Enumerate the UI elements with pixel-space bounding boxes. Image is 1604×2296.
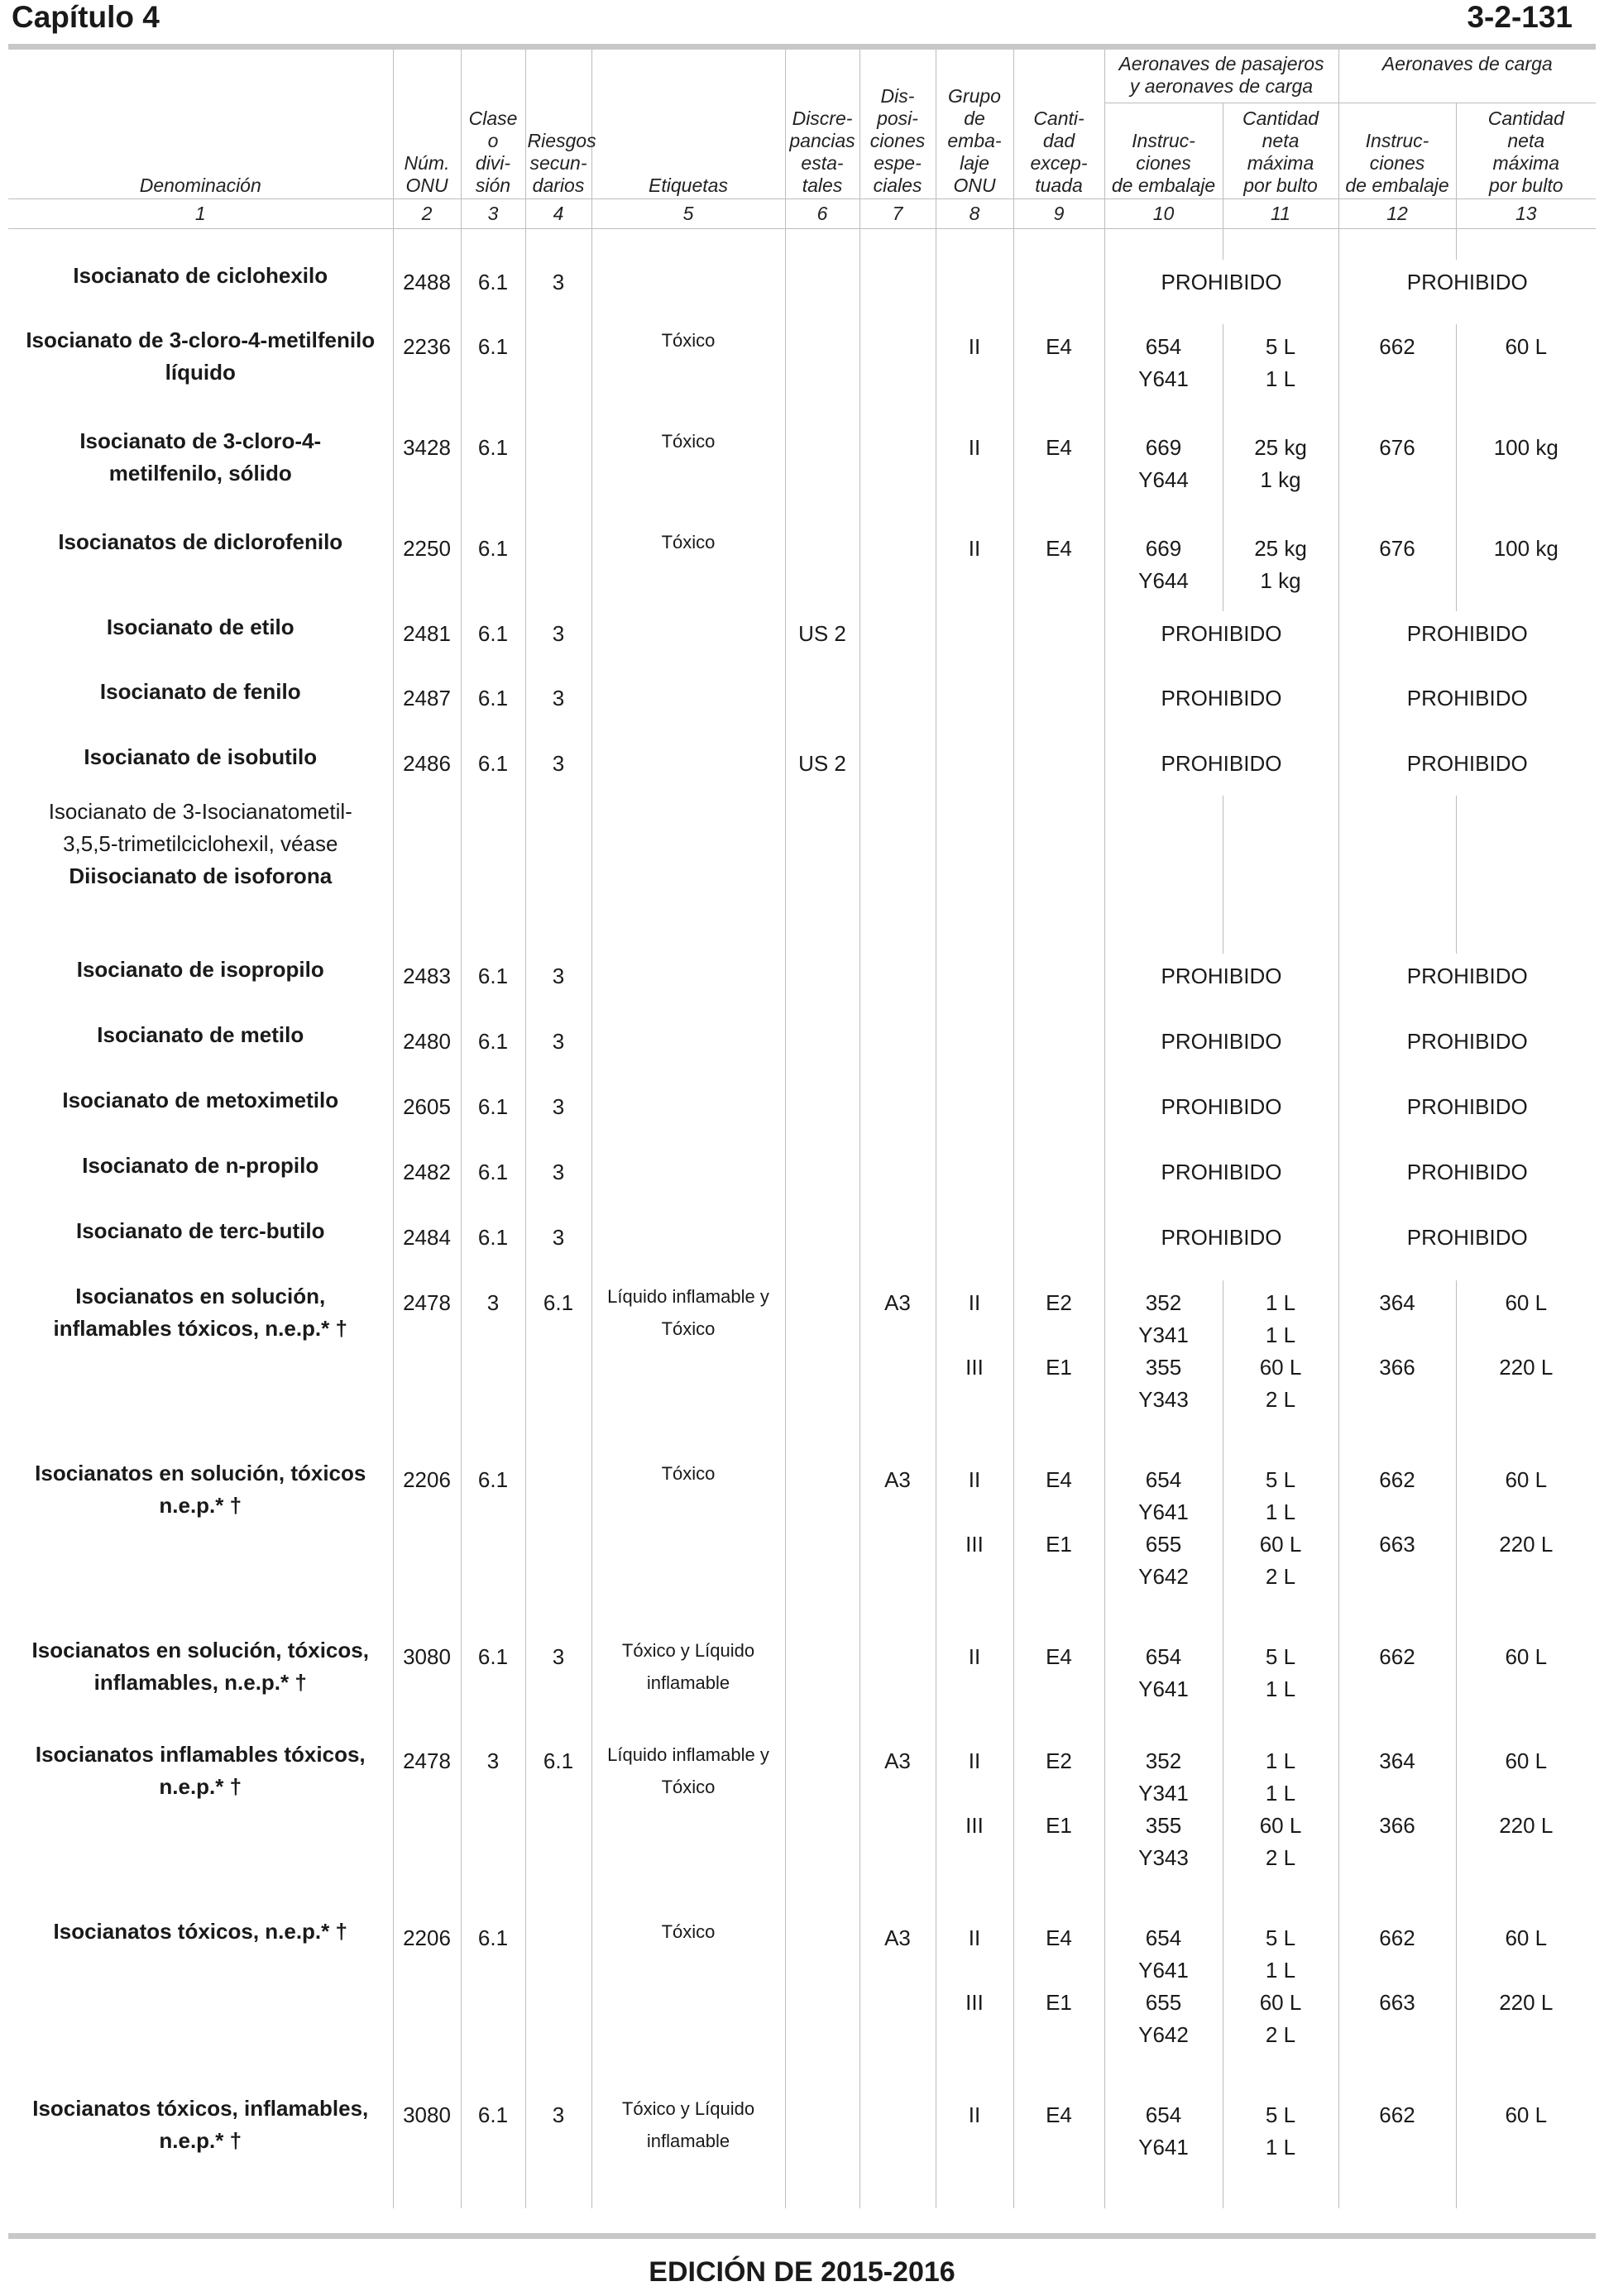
table-row	[8, 526, 1596, 611]
hazard-label: Tóxico	[591, 526, 785, 611]
pax-packing-instruction: 654 Y641	[1104, 324, 1223, 425]
header-instrucciones-cao: Instruc- ciones de embalaje	[1338, 103, 1456, 199]
cao-packing-instruction: 662 663	[1338, 1916, 1456, 2093]
subsidiary-risk: 3	[525, 611, 591, 676]
cao-max-quantity: 60 L	[1505, 1644, 1548, 1669]
excepted-quantity	[1013, 611, 1104, 676]
un-number: 2482	[393, 1150, 461, 1215]
packing-group: II III	[936, 1457, 1013, 1634]
class-division: 6.1	[461, 741, 525, 796]
hazard-label	[591, 1215, 785, 1280]
substance-name: Isocianato de terc-butilo	[8, 1215, 393, 1280]
packing-group: II	[936, 526, 1013, 611]
state-variation	[785, 1457, 859, 1634]
pax-packing-instruction: 654 Y641 655 Y642	[1104, 1457, 1223, 1634]
state-variation	[785, 1739, 859, 1916]
excepted-quantity: E4	[1013, 425, 1104, 526]
table-row	[8, 1457, 1596, 1634]
subsidiary-risk	[525, 796, 591, 954]
pax-max-quantity: 5 L 1 L 60 L 2 L	[1223, 1916, 1338, 2093]
class-division: 6.1	[461, 676, 525, 741]
state-variation: US 2	[785, 741, 859, 796]
bottom-rule	[8, 2233, 1596, 2239]
cao-max-quantity: 60 L 220 L	[1499, 1925, 1554, 2015]
class-division: 6.1	[461, 1457, 525, 1634]
subsidiary-risk	[525, 324, 591, 425]
excepted-quantity	[1013, 1084, 1104, 1150]
excepted-quantity	[1013, 1150, 1104, 1215]
pax-packing-instruction: 654 Y641	[1104, 2093, 1223, 2208]
cargo-prohibited: PROHIBIDO	[1406, 964, 1528, 988]
un-number: 2206	[393, 1457, 461, 1634]
substance-name: Isocianatos en solución, tóxicos, inflamables, n.e.p.* †	[8, 1634, 393, 1739]
packing-group: II III	[936, 1916, 1013, 2093]
subsidiary-risk	[525, 1916, 591, 2093]
substance-name: Isocianato de ciclohexilo	[8, 260, 393, 324]
subsidiary-risk: 3	[525, 2093, 591, 2208]
passenger-prohibited: PROHIBIDO	[1104, 676, 1338, 741]
un-number: 2487	[393, 676, 461, 741]
hazard-label	[591, 1150, 785, 1215]
hazard-label	[591, 954, 785, 1019]
substance-name: Isocianato de n-propilo	[8, 1150, 393, 1215]
special-provision	[859, 1150, 936, 1215]
special-provision	[859, 954, 936, 1019]
packing-group: II	[936, 324, 1013, 425]
cao-max-quantity: 60 L 220 L	[1499, 1748, 1554, 1838]
hazard-label: Tóxico	[591, 425, 785, 526]
cargo-prohibited: PROHIBIDO	[1406, 1160, 1528, 1184]
substance-name: Isocianatos en solución, inflamables tóxicos, n.e.p.* †	[8, 1280, 393, 1457]
table-row	[8, 954, 1596, 1019]
cargo-prohibited: PROHIBIDO	[1406, 270, 1528, 294]
passenger-prohibited: PROHIBIDO	[1104, 1019, 1338, 1084]
passenger-prohibited: PROHIBIDO	[1104, 954, 1338, 1019]
packing-group	[936, 1150, 1013, 1215]
un-number: 2478	[393, 1739, 461, 1916]
state-variation	[785, 2093, 859, 2208]
class-division: 6.1	[461, 1215, 525, 1280]
un-number: 2483	[393, 954, 461, 1019]
state-variation	[785, 1634, 859, 1739]
subsidiary-risk: 3	[525, 1215, 591, 1280]
special-provision	[859, 676, 936, 741]
column-number: 3	[461, 199, 525, 228]
packing-group: II	[936, 2093, 1013, 2208]
un-number: 3080	[393, 1634, 461, 1739]
class-division: 6.1	[461, 324, 525, 425]
class-division: 6.1	[461, 2093, 525, 2208]
header-pasajeros: Aeronaves de pasajeros y aeronaves de carga	[1104, 50, 1338, 103]
passenger-prohibited: PROHIBIDO	[1104, 1084, 1338, 1150]
substance-name: Isocianatos en solución, tóxicos n.e.p.* †	[8, 1457, 393, 1634]
column-number: 1	[8, 199, 393, 228]
packing-group	[936, 1215, 1013, 1280]
subsidiary-risk	[525, 1457, 591, 1634]
excepted-quantity: E2 E1	[1013, 1280, 1104, 1457]
special-provision: A3	[859, 1916, 936, 2093]
column-number: 13	[1456, 199, 1596, 228]
pax-max-quantity: 1 L 1 L 60 L 2 L	[1223, 1739, 1338, 1916]
header-cantidad-cao: Cantidad neta máxima por bulto	[1487, 107, 1564, 196]
substance-name: Isocianato de isobutilo	[8, 741, 393, 796]
table-row	[8, 1150, 1596, 1215]
column-number: 2	[393, 199, 461, 228]
excepted-quantity	[1013, 1019, 1104, 1084]
hazard-label	[591, 611, 785, 676]
excepted-quantity: E4 E1	[1013, 1457, 1104, 1634]
excepted-quantity	[1013, 741, 1104, 796]
class-division: 3	[461, 1280, 525, 1457]
class-division: 6.1	[461, 1084, 525, 1150]
subsidiary-risk: 3	[525, 1634, 591, 1739]
passenger-prohibited: PROHIBIDO	[1104, 741, 1338, 796]
column-number: 4	[525, 199, 591, 228]
passenger-prohibited: PROHIBIDO	[1104, 1150, 1338, 1215]
table-row	[8, 260, 1596, 324]
state-variation	[785, 954, 859, 1019]
cao-packing-instruction: 662 663	[1338, 1457, 1456, 1634]
header-etiquetas: Etiquetas	[591, 50, 785, 199]
hazard-label: Tóxico y Líquido inflamable	[591, 2093, 785, 2208]
un-number: 3428	[393, 425, 461, 526]
class-division: 6.1	[461, 1634, 525, 1739]
un-number: 2486	[393, 741, 461, 796]
class-division: 6.1	[461, 526, 525, 611]
table-row	[8, 324, 1596, 425]
subsidiary-risk: 6.1	[525, 1739, 591, 1916]
packing-group	[936, 676, 1013, 741]
un-number: 2206	[393, 1916, 461, 2093]
state-variation	[785, 1280, 859, 1457]
substance-name: Isocianatos tóxicos, inflamables, n.e.p.* †	[8, 2093, 393, 2208]
header-cantidad-exceptuada: Canti- dad excep- tuada	[1013, 50, 1104, 199]
passenger-prohibited: PROHIBIDO	[1104, 1215, 1338, 1280]
state-variation	[785, 676, 859, 741]
special-provision	[859, 260, 936, 324]
header-instrucciones-pax: Instruc- ciones de embalaje	[1104, 103, 1223, 199]
pax-max-quantity: 25 kg 1 kg	[1223, 526, 1338, 611]
table-row	[8, 741, 1596, 796]
packing-group	[936, 1084, 1013, 1150]
pax-max-quantity: 5 L 1 L	[1223, 1634, 1338, 1739]
hazard-label	[591, 1019, 785, 1084]
class-division	[461, 796, 525, 954]
cargo-prohibited: PROHIBIDO	[1406, 1094, 1528, 1119]
class-division: 6.1	[461, 260, 525, 324]
state-variation	[785, 260, 859, 324]
special-provision	[859, 425, 936, 526]
hazard-label: Tóxico	[591, 324, 785, 425]
subsidiary-risk: 3	[525, 1084, 591, 1150]
substance-name: Isocianatos de diclorofenilo	[8, 526, 393, 611]
chapter-title: Capítulo 4	[12, 0, 160, 34]
hazard-label: Tóxico	[591, 1457, 785, 1634]
packing-group	[936, 954, 1013, 1019]
header-denominacion: Denominación	[8, 50, 393, 199]
table-row	[8, 1280, 1596, 1457]
special-provision	[859, 1019, 936, 1084]
header-carga: Aeronaves de carga	[1338, 50, 1596, 103]
pax-max-quantity: 5 L 1 L	[1223, 2093, 1338, 2208]
top-rule	[8, 44, 1596, 50]
excepted-quantity: E4	[1013, 2093, 1104, 2208]
hazard-label: Tóxico y Líquido inflamable	[591, 1634, 785, 1739]
cao-packing-instruction	[1338, 796, 1456, 954]
class-division: 6.1	[461, 425, 525, 526]
cao-max-quantity: 60 L 220 L	[1499, 1467, 1554, 1557]
column-number: 8	[936, 199, 1013, 228]
hazard-label: Líquido inflamable y Tóxico	[591, 1280, 785, 1457]
packing-group: II III	[936, 1739, 1013, 1916]
special-provision: A3	[859, 1457, 936, 1634]
subsidiary-risk: 3	[525, 676, 591, 741]
table-row	[8, 1739, 1596, 1916]
cao-max-quantity: 60 L	[1505, 334, 1548, 359]
cao-max-quantity	[1456, 796, 1596, 954]
packing-group	[936, 611, 1013, 676]
substance-name: Isocianatos inflamables tóxicos, n.e.p.* †	[8, 1739, 393, 1916]
cargo-prohibited: PROHIBIDO	[1406, 686, 1528, 710]
un-number: 2480	[393, 1019, 461, 1084]
state-variation	[785, 796, 859, 954]
header-num-onu: Núm. ONU	[393, 50, 461, 199]
class-division: 6.1	[461, 611, 525, 676]
class-division: 6.1	[461, 1150, 525, 1215]
cargo-prohibited: PROHIBIDO	[1406, 621, 1528, 646]
substance-name: Isocianatos tóxicos, n.e.p.* †	[8, 1916, 393, 2093]
class-division: 6.1	[461, 954, 525, 1019]
subsidiary-risk: 3	[525, 260, 591, 324]
subsidiary-risk: 3	[525, 741, 591, 796]
un-number	[393, 796, 461, 954]
page-number: 3-2-131	[1467, 0, 1573, 34]
pax-packing-instruction: 654 Y641 655 Y642	[1104, 1916, 1223, 2093]
pax-max-quantity: 5 L 1 L	[1223, 324, 1338, 425]
subsidiary-risk: 3	[525, 954, 591, 1019]
column-number: 10	[1104, 199, 1223, 228]
cao-max-quantity: 100 kg	[1493, 435, 1559, 460]
table-row	[8, 1084, 1596, 1150]
pax-packing-instruction: 669 Y644	[1104, 526, 1223, 611]
substance-name: Isocianato de metilo	[8, 1019, 393, 1084]
substance-name: Isocianato de fenilo	[8, 676, 393, 741]
state-variation	[785, 1019, 859, 1084]
excepted-quantity: E4 E1	[1013, 1916, 1104, 2093]
table-row	[8, 611, 1596, 676]
subsidiary-risk	[525, 526, 591, 611]
packing-group: II	[936, 425, 1013, 526]
column-number: 12	[1338, 199, 1456, 228]
table-row	[8, 1019, 1596, 1084]
excepted-quantity	[1013, 676, 1104, 741]
table-row	[8, 796, 1596, 954]
packing-group	[936, 741, 1013, 796]
special-provision	[859, 611, 936, 676]
special-provision: A3	[859, 1280, 936, 1457]
header-disposiciones: Dis- posi- ciones espe- ciales	[859, 50, 936, 199]
state-variation	[785, 1084, 859, 1150]
special-provision: A3	[859, 1739, 936, 1916]
table-row	[8, 1215, 1596, 1280]
table-row	[8, 2093, 1596, 2208]
excepted-quantity	[1013, 1215, 1104, 1280]
state-variation	[785, 1215, 859, 1280]
excepted-quantity	[1013, 796, 1104, 954]
un-number: 2250	[393, 526, 461, 611]
subsidiary-risk: 6.1	[525, 1280, 591, 1457]
column-number: 9	[1013, 199, 1104, 228]
substance-name: Isocianato de 3-Isocianatometil- 3,5,5-trimetilciclohexil, véase Diisocianato de isoforona	[8, 796, 393, 954]
passenger-prohibited: PROHIBIDO	[1104, 611, 1338, 676]
state-variation	[785, 324, 859, 425]
cao-max-quantity: 100 kg	[1493, 536, 1559, 561]
cao-packing-instruction: 364 366	[1338, 1739, 1456, 1916]
un-number: 3080	[393, 2093, 461, 2208]
class-division: 6.1	[461, 1019, 525, 1084]
pax-packing-instruction: 352 Y341 355 Y343	[1104, 1280, 1223, 1457]
pax-packing-instruction: 352 Y341 355 Y343	[1104, 1739, 1223, 1916]
passenger-prohibited: PROHIBIDO	[1104, 260, 1338, 324]
header-clase: Clase o divi- sión	[461, 50, 525, 199]
un-number: 2481	[393, 611, 461, 676]
cao-max-quantity: 60 L 220 L	[1499, 1290, 1554, 1380]
hazard-label	[591, 260, 785, 324]
cargo-prohibited: PROHIBIDO	[1406, 751, 1528, 776]
pax-max-quantity: 25 kg 1 kg	[1223, 425, 1338, 526]
pax-packing-instruction	[1104, 796, 1223, 954]
cao-packing-instruction: 676	[1338, 425, 1456, 526]
un-number: 2478	[393, 1280, 461, 1457]
pax-packing-instruction: 654 Y641	[1104, 1634, 1223, 1739]
excepted-quantity: E4	[1013, 324, 1104, 425]
table-row	[8, 676, 1596, 741]
class-division: 6.1	[461, 1916, 525, 2093]
excepted-quantity: E4	[1013, 1634, 1104, 1739]
substance-name: Isocianato de 3-cloro-4- metilfenilo, sólido	[8, 425, 393, 526]
edition-footer: EDICIÓN DE 2015-2016	[649, 2256, 955, 2288]
cao-packing-instruction: 662	[1338, 1634, 1456, 1739]
cao-packing-instruction: 662	[1338, 2093, 1456, 2208]
special-provision	[859, 1634, 936, 1739]
state-variation	[785, 425, 859, 526]
table-row	[8, 1916, 1596, 2093]
cargo-prohibited: PROHIBIDO	[1406, 1225, 1528, 1250]
substance-name: Isocianato de isopropilo	[8, 954, 393, 1019]
substance-name: Isocianato de metoximetilo	[8, 1084, 393, 1150]
packing-group	[936, 796, 1013, 954]
column-number: 6	[785, 199, 859, 228]
cao-max-quantity: 60 L	[1505, 2102, 1548, 2127]
excepted-quantity: E4	[1013, 526, 1104, 611]
special-provision	[859, 796, 936, 954]
cargo-prohibited: PROHIBIDO	[1406, 1029, 1528, 1054]
column-number: 5	[591, 199, 785, 228]
header-riesgos: Riesgos secun- darios	[525, 50, 591, 199]
subsidiary-risk	[525, 425, 591, 526]
pax-packing-instruction: 669 Y644	[1104, 425, 1223, 526]
subsidiary-risk: 3	[525, 1019, 591, 1084]
state-variation	[785, 1150, 859, 1215]
special-provision	[859, 324, 936, 425]
hazard-label: Tóxico	[591, 1916, 785, 2093]
special-provision	[859, 1084, 936, 1150]
excepted-quantity	[1013, 954, 1104, 1019]
header-grupo: Grupo de emba- laje ONU	[936, 50, 1013, 199]
pax-max-quantity: 5 L 1 L 60 L 2 L	[1223, 1457, 1338, 1634]
subsidiary-risk: 3	[525, 1150, 591, 1215]
substance-name: Isocianato de etilo	[8, 611, 393, 676]
dangerous-goods-table	[8, 50, 1596, 2208]
special-provision	[859, 741, 936, 796]
hazard-label	[591, 796, 785, 954]
un-number: 2605	[393, 1084, 461, 1150]
un-number: 2236	[393, 324, 461, 425]
state-variation	[785, 526, 859, 611]
hazard-label	[591, 741, 785, 796]
packing-group: II III	[936, 1280, 1013, 1457]
class-division: 3	[461, 1739, 525, 1916]
header-cantidad-pax: Cantidad neta máxima por bulto	[1223, 103, 1338, 199]
state-variation	[785, 1916, 859, 2093]
special-provision	[859, 2093, 936, 2208]
special-provision	[859, 1215, 936, 1280]
pax-max-quantity	[1223, 796, 1338, 954]
table-row	[8, 1634, 1596, 1739]
cao-packing-instruction: 676	[1338, 526, 1456, 611]
hazard-label	[591, 1084, 785, 1150]
excepted-quantity	[1013, 260, 1104, 324]
pax-max-quantity: 1 L 1 L 60 L 2 L	[1223, 1280, 1338, 1457]
excepted-quantity: E2 E1	[1013, 1739, 1104, 1916]
table-row	[8, 425, 1596, 526]
hazard-label	[591, 676, 785, 741]
un-number: 2484	[393, 1215, 461, 1280]
cao-packing-instruction: 662	[1338, 324, 1456, 425]
packing-group: II	[936, 1634, 1013, 1739]
cao-packing-instruction: 364 366	[1338, 1280, 1456, 1457]
column-number: 7	[859, 199, 936, 228]
column-number: 11	[1223, 199, 1338, 228]
substance-name: Isocianato de 3-cloro-4-metilfenilo líquido	[8, 324, 393, 425]
packing-group	[936, 1019, 1013, 1084]
header-discrepancias: Discre- pancias esta- tales	[785, 50, 859, 199]
hazard-label: Líquido inflamable y Tóxico	[591, 1739, 785, 1916]
special-provision	[859, 526, 936, 611]
un-number: 2488	[393, 260, 461, 324]
packing-group	[936, 260, 1013, 324]
state-variation: US 2	[785, 611, 859, 676]
